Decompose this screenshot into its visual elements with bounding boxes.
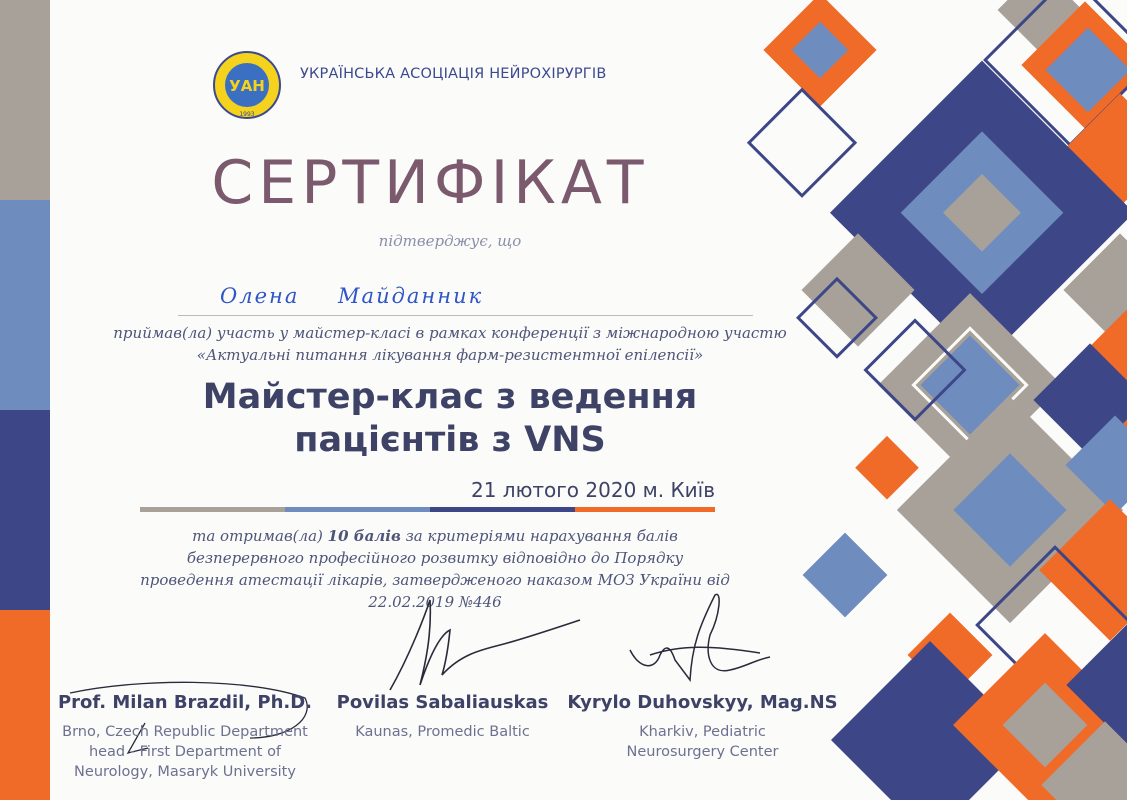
- certificate-title: СЕРТИФІКАТ: [211, 148, 649, 218]
- participation-text: приймав(ла) участь у майстер-класі в рамках конференції з міжнародною участю «Актуальні питання лікування фарм-резистентної епілепсії»: [113, 324, 787, 364]
- logo-year: 1993: [239, 111, 255, 118]
- points-value: 10 балів: [327, 527, 401, 545]
- signature-duhovskyy: [610, 585, 780, 695]
- signatory-1: [55, 692, 315, 782]
- recipient-underline: [178, 315, 753, 316]
- recipient-name: Олена Майданник: [220, 284, 484, 308]
- association-name: УКРАЇНСЬКА АСОЦІАЦІЯ НЕЙРОХІРУРГІВ: [300, 66, 607, 82]
- points-prefix: та отримав(ла): [192, 527, 323, 545]
- left-color-band: [0, 0, 50, 800]
- certificate-subtitle: підтверджує, що: [378, 232, 522, 250]
- signatory-1-affiliation: Brno, Czech Republic Department head - First Department of Neurology, Masaryk University: [62, 724, 308, 780]
- date-place: 21 лютого 2020 м. Київ: [470, 478, 715, 502]
- signatory-2-name: Povilas Sabaliauskas: [336, 692, 549, 713]
- signatory-2-affiliation: Kaunas, Promedic Baltic: [355, 724, 530, 740]
- logo-letters: УАН: [229, 77, 265, 95]
- decorative-diamond-pattern: [720, 0, 1127, 800]
- color-divider-bar: [140, 507, 715, 512]
- association-logo: [212, 50, 282, 120]
- points-suffix: за критеріями нарахування балів безперервного професійного розвитку відповідно до Порядку проведення атестації лікарів, затвердженого наказом МОЗ України від 22.02.2019 №446: [140, 527, 730, 611]
- signatory-2: [330, 692, 555, 742]
- signatory-3-name: Kyrylo Duhovskyy, Mag.NS: [567, 692, 838, 713]
- course-title: Майстер-клас з ведення пацієнтів з VNS: [202, 377, 698, 460]
- signature-sabaliauskas: [370, 595, 600, 695]
- signatory-3-affiliation: Kharkiv, Pediatric Neurosurgery Center: [626, 724, 779, 760]
- signatory-1-name: Prof. Milan Brazdil, Ph.D.: [57, 692, 313, 713]
- signatory-3: [565, 692, 840, 762]
